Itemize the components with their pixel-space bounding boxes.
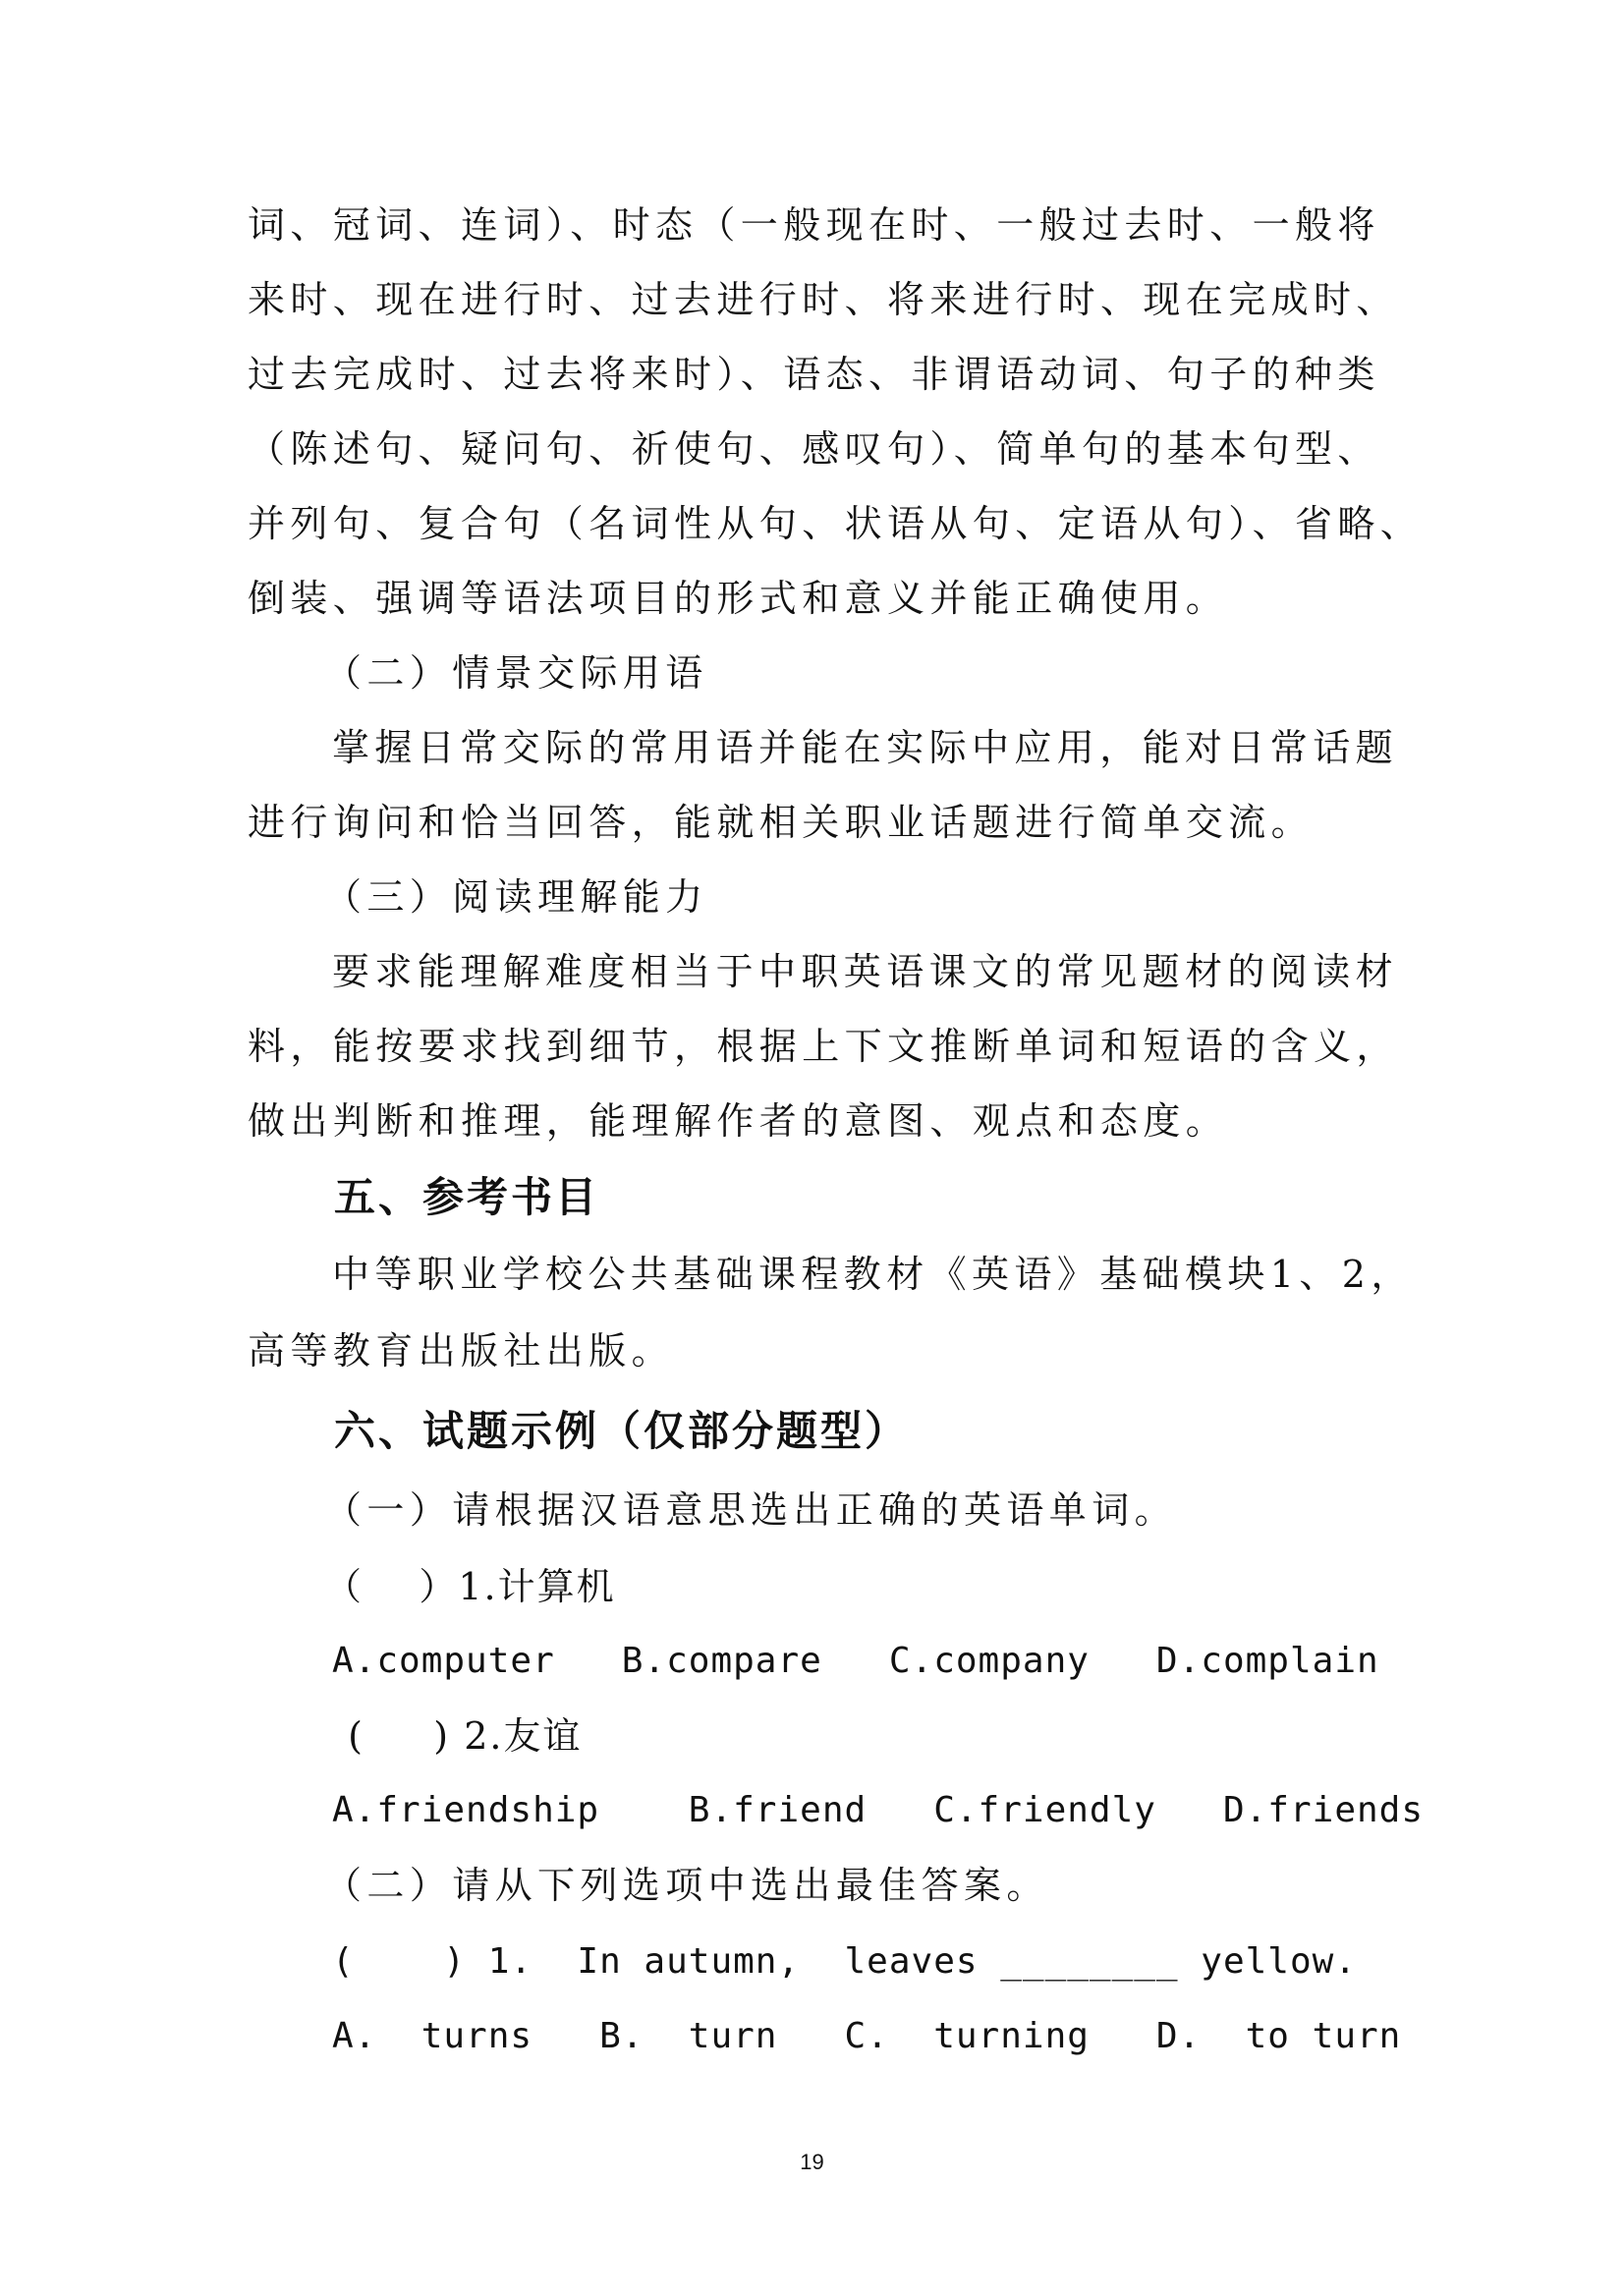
page-number: 19 — [800, 2150, 824, 2174]
question-options: A. turns B. turn C. turning D. to turn — [332, 2016, 1402, 2056]
paragraph-line: 料，能按要求找到细节，根据上下文推断单词和短语的含义， — [248, 1025, 1399, 1068]
subsection-title: （三）阅读理解能力 — [324, 875, 708, 919]
question-options: A.computer B.compare C.company D.complain — [332, 1641, 1379, 1681]
section-heading: 六、试题示例（仅部分题型） — [334, 1407, 910, 1455]
question-group-title: （二）请从下列选项中选出最佳答案。 — [324, 1864, 1049, 1907]
question-options: A.friendship B.friend C.friendly D.friends — [332, 1790, 1425, 1830]
question-item: ( ) 2.友谊 — [334, 1714, 583, 1758]
question-group-title: （一）请根据汉语意思选出正确的英语单词。 — [324, 1488, 1178, 1532]
paragraph-line: 词、冠词、连词）、时态（一般现在时、一般过去时、一般将 — [248, 203, 1380, 247]
subsection-title: （二）情景交际用语 — [324, 651, 708, 695]
question-item: （ ）1.计算机 — [324, 1565, 616, 1608]
paragraph-line: 进行询问和恰当回答，能就相关职业话题进行简单交流。 — [248, 801, 1315, 844]
paragraph-line: 要求能理解难度相当于中职英语课文的常见题材的阅读材 — [332, 950, 1399, 993]
paragraph-line: 倒装、强调等语法项目的形式和意义并能正确使用。 — [248, 577, 1229, 620]
paragraph-line: 高等教育出版社出版。 — [248, 1329, 675, 1372]
paragraph-line: 做出判断和推理，能理解作者的意图、观点和态度。 — [248, 1099, 1229, 1143]
section-heading: 五、参考书目 — [334, 1173, 600, 1221]
paragraph-line: 来时、现在进行时、过去进行时、将来进行时、现在完成时、 — [248, 278, 1399, 321]
paragraph-line: 掌握日常交际的常用语并能在实际中应用，能对日常话题 — [332, 726, 1399, 769]
paragraph-line: （陈述句、疑问句、祈使句、感叹句）、简单句的基本句型、 — [248, 427, 1380, 471]
question-item: ( ) 1. In autumn, leaves ________ yellow. — [332, 1941, 1357, 1982]
paragraph-line: 过去完成时、过去将来时）、语态、非谓语动词、句子的种类 — [248, 353, 1380, 396]
paragraph-line: 中等职业学校公共基础课程教材《英语》基础模块1、2， — [332, 1253, 1414, 1296]
paragraph-line: 并列句、复合句（名词性从句、状语从句、定语从句）、省略、 — [248, 502, 1424, 545]
